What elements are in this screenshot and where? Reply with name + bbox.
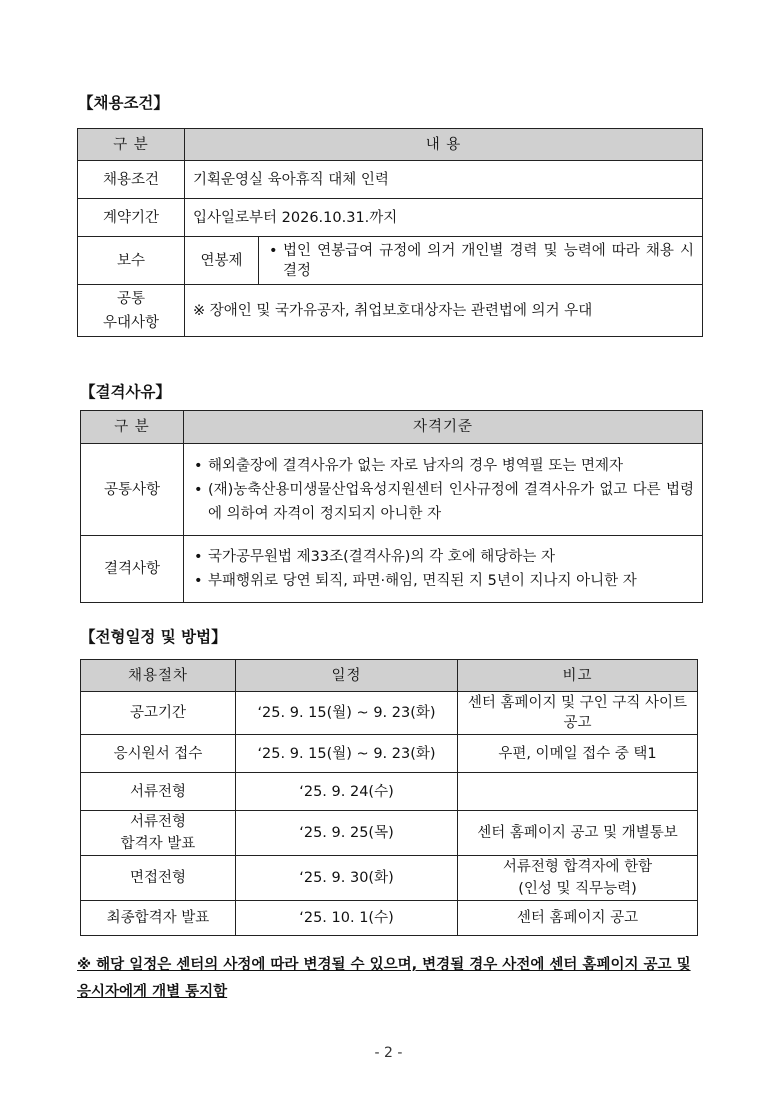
table-header-row <box>81 411 703 444</box>
criteria-list <box>192 545 694 593</box>
note-cell: 센터 홈페이지 공고 및 개별통보 <box>458 811 698 856</box>
table-row <box>78 199 703 237</box>
step-cell: 공고기간 <box>81 692 236 735</box>
step-cell: 최종합격자 발표 <box>81 901 236 936</box>
table-row <box>81 692 698 735</box>
row-label: 계약기간 <box>78 199 185 237</box>
table-row <box>81 773 698 811</box>
date-cell: ‘25. 9. 24(수) <box>236 773 458 811</box>
row-value: 기획운영실 육아휴직 대체 인력 <box>185 161 703 199</box>
list-item: • 부패행위로 당연 퇴직, 파면·해임, 면직된 지 5년이 지나지 아니한 자 <box>192 569 694 593</box>
table-row <box>81 735 698 773</box>
disqualifications-table <box>80 410 703 603</box>
date-cell: ‘25. 9. 15(월) ~ 9. 23(화) <box>236 735 458 773</box>
page-number: - 2 - <box>374 1045 403 1061</box>
header-criteria: 자격기준 <box>184 411 703 444</box>
note-cell <box>458 773 698 811</box>
note-cell: 서류전형 합격자에 한함 (인성 및 직무능력) <box>458 856 698 901</box>
table-row <box>78 237 703 285</box>
list-item: • 해외출장에 결격사유가 없는 자로 남자의 경우 병역필 또는 면제자 <box>192 454 694 478</box>
step-cell: 응시원서 접수 <box>81 735 236 773</box>
criteria-list <box>192 454 694 526</box>
step-cell: 서류전형 합격자 발표 <box>81 811 236 856</box>
table-row <box>81 811 698 856</box>
note-cell: 우편, 이메일 접수 중 택1 <box>458 735 698 773</box>
note-cell: 센터 홈페이지 공고 <box>458 901 698 936</box>
header-category: 구 분 <box>81 411 184 444</box>
header-note: 비고 <box>458 660 698 692</box>
step-cell: 서류전형 <box>81 773 236 811</box>
date-cell: ‘25. 9. 25(목) <box>236 811 458 856</box>
date-cell: ‘25. 10. 1(수) <box>236 901 458 936</box>
table-row <box>81 444 703 536</box>
date-cell: ‘25. 9. 30(화) <box>236 856 458 901</box>
header-date: 일정 <box>236 660 458 692</box>
schedule-change-notice: ※ 해당 일정은 센터의 사정에 따라 변경될 수 있으며, 변경될 경우 사전에 센터 홈페이지 공고 및 응시자에게 개별 통지함 <box>77 957 691 1000</box>
row-value: 입사일로부터 2026.10.31.까지 <box>185 199 703 237</box>
row-label: 보수 <box>78 237 185 285</box>
row-label: 공통사항 <box>81 444 184 536</box>
list-item: • (재)농축산용미생물산업육성지원센터 인사규정에 결격사유가 없고 다른 법령에 의하여 자격이 정지되지 아니한 자 <box>192 478 694 526</box>
table-row <box>81 856 698 901</box>
list-item: • 국가공무원법 제33조(결격사유)의 각 호에 해당하는 자 <box>192 545 694 569</box>
section-title-schedule: 【전형일정 및 방법】 <box>80 628 227 646</box>
employment-conditions-table <box>77 128 703 337</box>
header-category: 구 분 <box>78 129 185 161</box>
row-value: ※ 장애인 및 국가유공자, 취업보호대상자는 관련법에 의거 우대 <box>185 285 703 337</box>
row-value: • 법인 연봉급여 규정에 의거 개인별 경력 및 능력에 따라 채용 시 결정 <box>267 241 694 281</box>
table-row <box>78 285 703 337</box>
row-sub-label: 연봉제 <box>185 237 259 285</box>
header-step: 채용절차 <box>81 660 236 692</box>
row-label: 결격사항 <box>81 536 184 603</box>
table-row <box>81 536 703 603</box>
table-row <box>78 161 703 199</box>
table-header-row <box>78 129 703 161</box>
section-title-disqualifications: 【결격사유】 <box>80 383 171 401</box>
header-content: 내 용 <box>185 129 703 161</box>
date-cell: ‘25. 9. 15(월) ~ 9. 23(화) <box>236 692 458 735</box>
schedule-table <box>80 659 698 936</box>
section-title-employment-conditions: 【채용조건】 <box>78 94 169 112</box>
step-cell: 면접전형 <box>81 856 236 901</box>
table-row <box>81 901 698 936</box>
row-label: 채용조건 <box>78 161 185 199</box>
table-header-row <box>81 660 698 692</box>
row-label: 공통 우대사항 <box>78 285 185 337</box>
note-cell: 센터 홈페이지 및 구인 구직 사이트 공고 <box>458 692 698 735</box>
